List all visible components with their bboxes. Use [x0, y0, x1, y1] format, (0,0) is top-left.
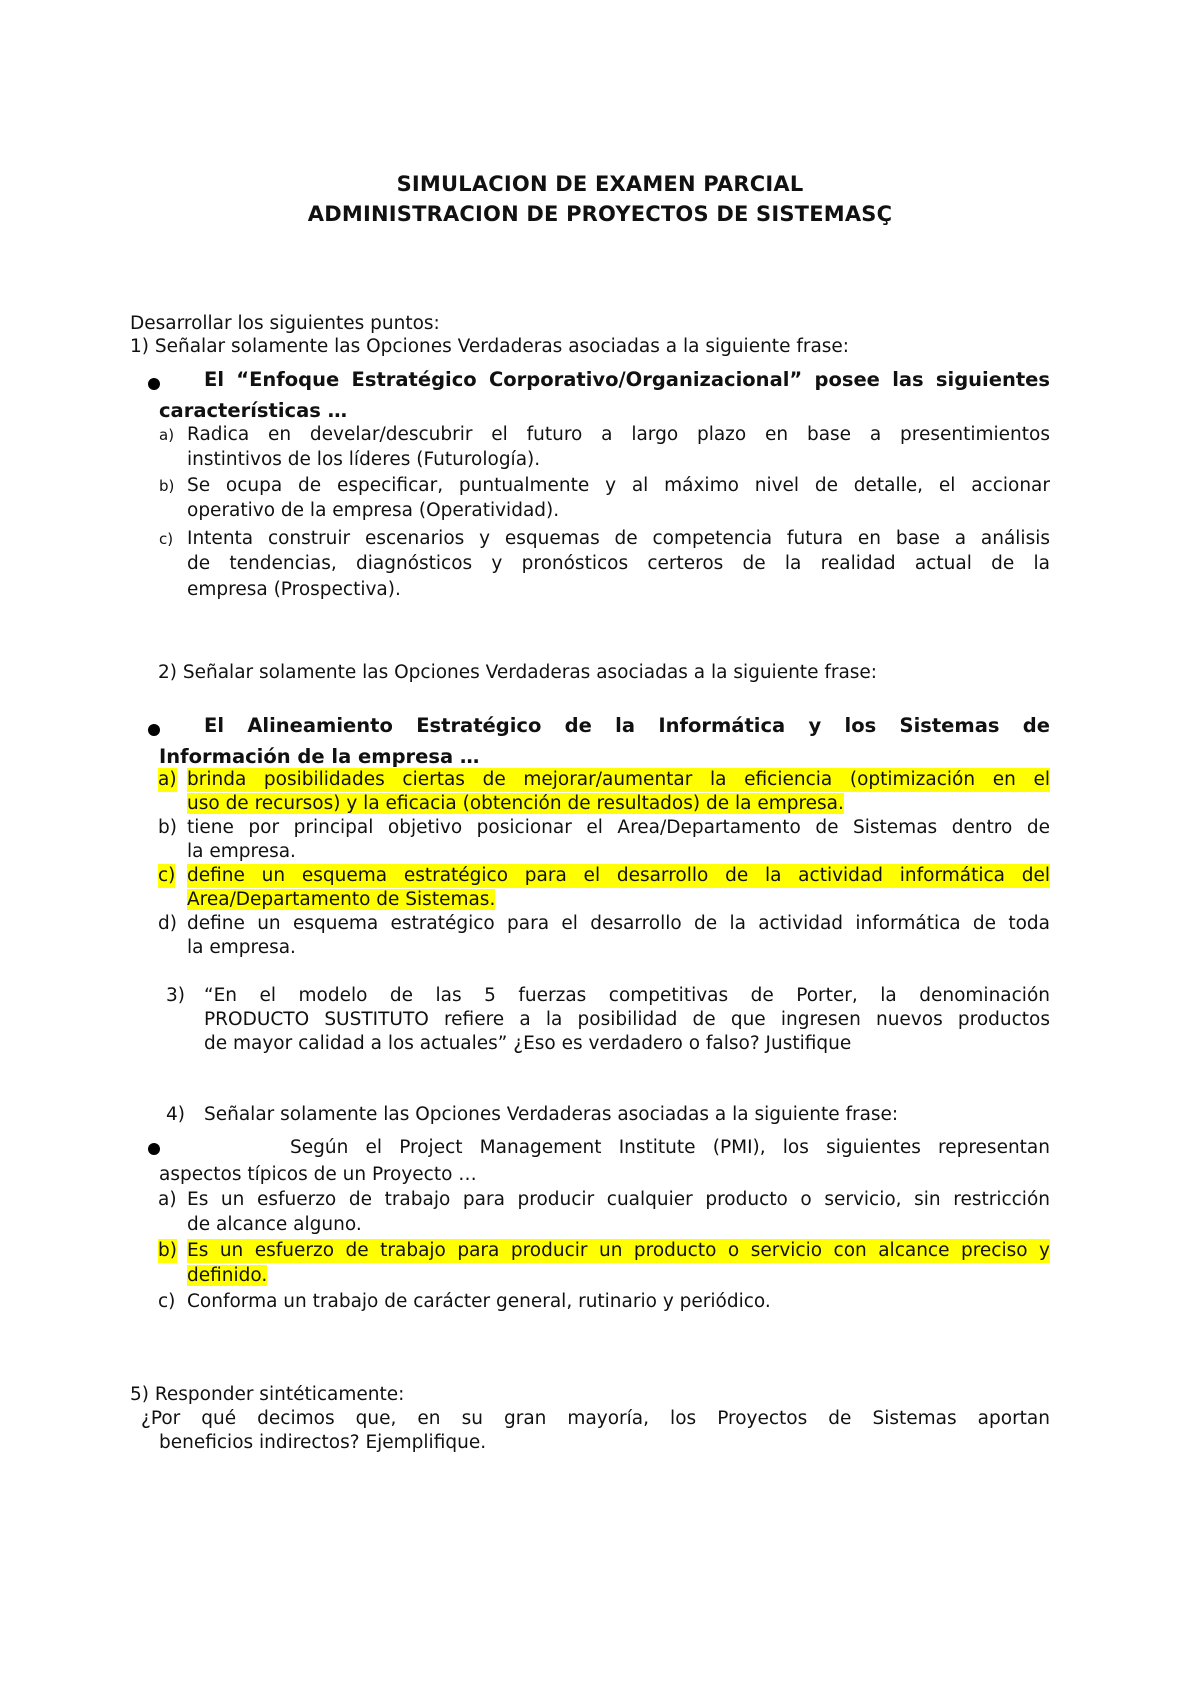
q1-option-a-label: a) [159, 426, 175, 444]
q1-option-a-line-2: instintivos de los líderes (Futurología). [187, 449, 541, 470]
q4-option-b-line-2: definido. [187, 1265, 268, 1286]
q4-option-b-line-2-wrap [187, 1264, 267, 1288]
q4-option-a-label: a) [158, 1189, 177, 1210]
q2-option-b-line-1: tiene por principal objetivo posicionar el Area/Departamento de Sistemas dentro de [187, 817, 1050, 838]
q4-stem-line-1: Según el Project Management Institute (PMI), los siguientes representan [290, 1137, 1050, 1158]
q4-option-a-line-2: de alcance alguno. [187, 1214, 362, 1235]
q4-option-c-label: c) [158, 1291, 176, 1312]
q1-option-a-line-1: Radica en develar/descubrir el futuro a largo plazo en base a presentimientos [187, 424, 1050, 445]
q4-option-a-line-1: Es un esfuerzo de trabajo para producir cualquier producto o servicio, sin restricción [187, 1189, 1050, 1210]
q2-option-d-line-1: define un esquema estratégico para el desarrollo de la actividad informática de toda [187, 913, 1050, 934]
q4-option-c-line-1: Conforma un trabajo de carácter general, rutinario y periódico. [187, 1291, 771, 1312]
title-line-2: ADMINISTRACION DE PROYECTOS DE SISTEMASÇ [307, 202, 893, 226]
q2-option-a-line-1: brinda posibilidades ciertas de mejorar/aumentar la eficiencia (optimización en el [187, 769, 1050, 790]
title-line-1: SIMULACION DE EXAMEN PARCIAL [396, 172, 804, 196]
q2-option-a-label: a) [158, 769, 177, 790]
q2-stem-line-2: Información de la empresa … [159, 745, 480, 768]
q2-option-b-label: b) [158, 817, 177, 838]
q2-option-b-line-2: la empresa. [187, 841, 296, 862]
q3-line-2: PRODUCTO SUSTITUTO refiere a la posibilidad de que ingresen nuevos productos [204, 1009, 1050, 1030]
q1-option-b-label: b) [159, 477, 175, 495]
q2-option-c-line-2: Area/Departamento de Sistemas. [187, 889, 496, 910]
intro-line-1: Desarrollar los siguientes puntos: [130, 313, 440, 334]
q1-option-c-line-3: empresa (Prospectiva). [187, 579, 401, 600]
q3-label: 3) [166, 985, 185, 1006]
bullet-icon [148, 378, 160, 390]
bullet-icon [148, 724, 160, 736]
q1-stem-line-2: características … [159, 399, 348, 422]
q2-option-c-line-1: define un esquema estratégico para el desarrollo de la actividad informática del [187, 865, 1050, 886]
q5-line-1: ¿Por qué decimos que, en su gran mayoría, los Proyectos de Sistemas aportan [141, 1408, 1050, 1429]
q4-option-b-label: b) [158, 1240, 177, 1261]
question-4-heading: Señalar solamente las Opciones Verdaderas asociadas a la siguiente frase: [204, 1104, 899, 1125]
question-1-heading: 1) Señalar solamente las Opciones Verdaderas asociadas a la siguiente frase: [130, 336, 850, 357]
bullet-icon [148, 1143, 160, 1155]
q2-option-c-label: c) [158, 865, 176, 886]
q4-heading-label: 4) [166, 1104, 185, 1125]
q1-option-c-label: c) [159, 530, 174, 548]
q1-stem-line-1: El “Enfoque Estratégico Corporativo/Organizacional” posee las siguientes [204, 368, 1050, 391]
q2-option-c-line-2-wrap [187, 888, 495, 912]
q1-option-b-line-2: operativo de la empresa (Operatividad). [187, 500, 560, 521]
q3-line-3: de mayor calidad a los actuales” ¿Eso es verdadero o falso? Justifique [204, 1033, 852, 1054]
q1-option-b-line-1: Se ocupa de especificar, puntualmente y al máximo nivel de detalle, el accionar [187, 475, 1050, 496]
question-5-heading: 5) Responder sintéticamente: [130, 1384, 405, 1405]
q2-option-d-label: d) [158, 913, 177, 934]
q5-line-2: beneficios indirectos? Ejemplifique. [159, 1432, 487, 1453]
q3-line-1: “En el modelo de las 5 fuerzas competitivas de Porter, la denominación [204, 985, 1050, 1006]
q2-stem-line-1: El Alineamiento Estratégico de la Informática y los Sistemas de [204, 714, 1050, 737]
q2-option-a-line-2-wrap [187, 792, 844, 816]
question-2-heading: 2) Señalar solamente las Opciones Verdaderas asociadas a la siguiente frase: [158, 662, 878, 683]
q1-option-c-line-1: Intenta construir escenarios y esquemas de competencia futura en base a análisis [187, 528, 1050, 549]
q4-option-b-line-1: Es un esfuerzo de trabajo para producir un producto o servicio con alcance preciso y [187, 1240, 1050, 1261]
q2-option-a-line-2: uso de recursos) y la eficacia (obtención de resultados) de la empresa. [187, 793, 844, 814]
q2-option-d-line-2: la empresa. [187, 937, 296, 958]
q4-stem-line-2: aspectos típicos de un Proyecto … [159, 1164, 477, 1185]
q1-option-c-line-2: de tendencias, diagnósticos y pronósticos certeros de la realidad actual de la [187, 553, 1050, 574]
